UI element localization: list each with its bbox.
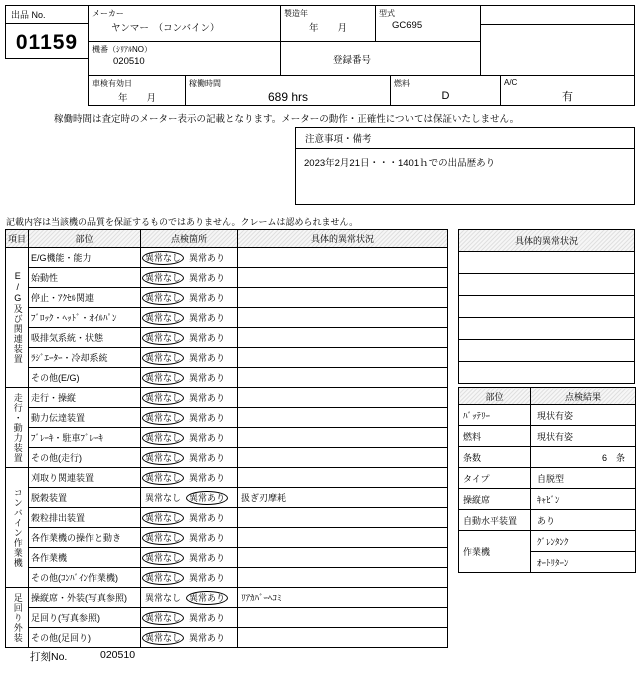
check-cell: [141, 628, 238, 648]
blank-cell-top: [480, 5, 635, 25]
detail-cell: [238, 268, 448, 288]
check-cell: [141, 288, 238, 308]
exhibit-no-value: 01159: [15, 31, 79, 54]
ng-option: 異常あり: [186, 491, 228, 505]
check-cell: [141, 408, 238, 428]
part-cell: 始動性: [29, 268, 141, 288]
ok-option: 異常なし: [142, 551, 184, 565]
inspection-table: [5, 229, 448, 648]
abnormal-row: [459, 362, 634, 383]
result-value: ｸﾞﾚﾝﾀﾝｸ: [531, 531, 636, 552]
stamp-no-value: 020510: [100, 649, 136, 661]
check-cell: [141, 608, 238, 628]
check-cell: [141, 468, 238, 488]
ok-option: 異常なし: [142, 271, 184, 285]
ng-option: 異常あり: [189, 572, 226, 583]
group-label: 足回り外装: [12, 592, 23, 643]
check-cell: [141, 488, 238, 508]
table-row: [6, 428, 448, 448]
part-cell: ﾌﾞﾚｰｷ・駐車ﾌﾞﾚｰｷ: [29, 428, 141, 448]
inspection-valid-value: 年 月: [117, 93, 156, 104]
result-row: [459, 468, 636, 489]
table-row: [6, 548, 448, 568]
serial-value: 020510: [113, 56, 145, 67]
part-cell: その他(足回り): [29, 628, 141, 648]
abnormal-row: [459, 252, 634, 274]
model-value: GC695: [392, 20, 423, 31]
fuel-cell: [390, 75, 501, 106]
ok-option: 異常なし: [142, 631, 184, 645]
ng-option: 異常あり: [189, 332, 226, 343]
part-cell: 脱穀装置: [29, 488, 141, 508]
check-cell: [141, 268, 238, 288]
detail-cell: [238, 628, 448, 648]
stamp-no-label: 打刻No.: [30, 651, 68, 663]
ng-option: 異常あり: [189, 272, 226, 283]
col-item-header: 項目: [6, 230, 29, 248]
check-cell: [141, 588, 238, 608]
part-cell: 走行・操縦: [29, 388, 141, 408]
abnormal-row: [459, 340, 634, 362]
group-cell-combine: [6, 468, 29, 588]
result-part: 燃料: [459, 426, 531, 447]
ok-option: 異常なし: [142, 251, 184, 265]
abnormal-detail-box: [458, 229, 635, 384]
maker-label: メーカー: [92, 9, 124, 18]
table-row: [6, 508, 448, 528]
ok-option: 異常なし: [142, 611, 184, 625]
ok-option: 異常なし: [142, 371, 184, 385]
part-cell: ﾗｼﾞｴｰﾀｰ・冷却系統: [29, 348, 141, 368]
detail-cell: [238, 428, 448, 448]
ng-option: 異常あり: [189, 312, 226, 323]
col-detail-header: 具体的異常状況: [238, 230, 448, 248]
meter-note: 稼働時間は査定時のメーター表示の記載となります。メーターの動作・正確性については保証いたしません。: [54, 114, 520, 125]
ok-option: 異常なし: [142, 451, 184, 465]
check-cell: [141, 388, 238, 408]
abnormal-row: [459, 296, 634, 318]
table-header-row: [6, 230, 448, 248]
part-cell: 動力伝達装置: [29, 408, 141, 428]
remarks-title: 注意事項・備考: [296, 128, 634, 149]
result-row: [459, 489, 636, 510]
col-part-header: 部位: [29, 230, 141, 248]
registration-label: 登録番号: [333, 54, 372, 66]
detail-cell: ﾘｱｶﾊﾞｰﾍｺﾐ: [238, 588, 448, 608]
check-cell: [141, 568, 238, 588]
abnormal-box-title: 具体的異常状況: [459, 230, 634, 252]
part-cell: 停止・ｱｸｾﾙ関連: [29, 288, 141, 308]
maker-cell: [88, 5, 281, 42]
detail-cell: 扱ぎ刃摩耗: [238, 488, 448, 508]
part-cell: その他(ｺﾝﾊﾞｲﾝ作業機): [29, 568, 141, 588]
fuel-value: D: [441, 90, 450, 102]
table-row: [6, 368, 448, 388]
result-col-part: 部位: [459, 388, 531, 405]
result-value: 現状有姿: [531, 405, 636, 426]
ok-option: 異常なし: [142, 571, 184, 585]
detail-cell: [238, 508, 448, 528]
ng-option: 異常あり: [186, 591, 228, 605]
ng-option: 異常あり: [189, 392, 226, 403]
table-row: [6, 608, 448, 628]
table-row: [6, 328, 448, 348]
ng-option: 異常あり: [189, 432, 226, 443]
result-value: ｵｰﾄﾘﾀｰﾝ: [531, 552, 636, 573]
table-row: [6, 308, 448, 328]
group-cell-drive: [6, 388, 29, 468]
ng-option: 異常あり: [189, 372, 226, 383]
ng-option: 異常あり: [189, 632, 226, 643]
detail-cell: [238, 528, 448, 548]
result-value: 現状有姿: [531, 426, 636, 447]
check-cell: [141, 368, 238, 388]
detail-cell: [238, 368, 448, 388]
ok-option: 異常なし: [142, 471, 184, 485]
result-part: ﾊﾞｯﾃﾘｰ: [459, 405, 531, 426]
group-label: コンバイン作業機: [12, 487, 23, 568]
group-label: 走行・動力装置: [12, 392, 23, 463]
serial-label: 機番（ｼﾘｱﾙNO）: [92, 45, 152, 54]
detail-cell: [238, 248, 448, 268]
ng-option: 異常あり: [189, 252, 226, 263]
inspection-valid-label: 車検有効日: [92, 79, 132, 88]
check-cell: [141, 328, 238, 348]
result-part: 条数: [459, 447, 531, 468]
ok-option: 異常なし: [145, 492, 182, 503]
exhibit-no-label: 出品 No.: [6, 6, 88, 24]
ok-option: 異常なし: [142, 511, 184, 525]
detail-cell: [238, 348, 448, 368]
check-cell: [141, 248, 238, 268]
detail-cell: [238, 468, 448, 488]
ng-option: 異常あり: [189, 292, 226, 303]
table-row: [6, 588, 448, 608]
table-row: [6, 528, 448, 548]
result-part: 操縦席: [459, 489, 531, 510]
inspection-valid-cell: [88, 75, 186, 106]
exhibit-no-box: [5, 5, 89, 59]
ac-label: A/C: [504, 78, 518, 87]
ok-option: 異常なし: [142, 391, 184, 405]
detail-cell: [238, 548, 448, 568]
registration-cell: [280, 41, 481, 76]
part-cell: E/G機能・能力: [29, 248, 141, 268]
abnormal-row: [459, 318, 634, 340]
detail-cell: [238, 448, 448, 468]
result-value: 6 条: [531, 447, 636, 468]
remarks-box: [295, 127, 635, 205]
header-form: [5, 5, 636, 106]
result-part: 自動水平装置: [459, 510, 531, 531]
part-cell: 各作業機: [29, 548, 141, 568]
table-row: [6, 408, 448, 428]
ng-option: 異常あり: [189, 512, 226, 523]
ok-option: 異常なし: [142, 331, 184, 345]
check-cell: [141, 308, 238, 328]
result-table: [458, 387, 636, 573]
ok-option: 異常なし: [142, 531, 184, 545]
group-cell-body: [6, 588, 29, 648]
result-header-row: [459, 388, 636, 405]
check-cell: [141, 348, 238, 368]
quality-note: 記載内容は当該機の品質を保証するものではありません。クレームは認められません。: [6, 217, 359, 227]
table-row: [6, 448, 448, 468]
part-cell: 穀粒排出装置: [29, 508, 141, 528]
fuel-label: 燃料: [394, 79, 410, 88]
maker-value: ヤンマー （コンバイン）: [111, 23, 220, 34]
ok-option: 異常なし: [145, 592, 182, 603]
result-part: 作業機: [459, 531, 531, 573]
ng-option: 異常あり: [189, 612, 226, 623]
part-cell: その他(走行): [29, 448, 141, 468]
table-row: [6, 488, 448, 508]
part-cell: 刈取り関連装置: [29, 468, 141, 488]
ng-option: 異常あり: [189, 472, 226, 483]
table-row: [6, 348, 448, 368]
result-col-result: 点検結果: [531, 388, 636, 405]
detail-cell: [238, 328, 448, 348]
table-row: [6, 568, 448, 588]
group-label: E/G及び関連装置: [12, 271, 23, 364]
result-value: 自脱型: [531, 468, 636, 489]
ng-option: 異常あり: [189, 552, 226, 563]
group-cell-eg: [6, 248, 29, 388]
hours-value: 689 hrs: [267, 90, 309, 104]
result-row: [459, 447, 636, 468]
part-cell: 足回り(写真参照): [29, 608, 141, 628]
result-row: [459, 510, 636, 531]
ac-cell: [500, 75, 635, 106]
hours-cell: [185, 75, 391, 106]
ng-option: 異常あり: [189, 532, 226, 543]
ok-option: 異常なし: [142, 291, 184, 305]
detail-cell: [238, 408, 448, 428]
mfg-year-cell: [280, 5, 376, 42]
check-cell: [141, 448, 238, 468]
ng-option: 異常あり: [189, 352, 226, 363]
detail-cell: [238, 388, 448, 408]
model-label: 型式: [379, 9, 395, 18]
result-value: ｷｬﾋﾞﾝ: [531, 489, 636, 510]
result-row: [459, 405, 636, 426]
col-check-header: 点検箇所: [141, 230, 238, 248]
ok-option: 異常なし: [142, 411, 184, 425]
result-part: タイプ: [459, 468, 531, 489]
detail-cell: [238, 568, 448, 588]
ac-value: 有: [562, 91, 573, 103]
table-row: [6, 268, 448, 288]
abnormal-row: [459, 274, 634, 296]
part-cell: 吸排気系統・状態: [29, 328, 141, 348]
part-cell: ﾌﾞﾛｯｸ・ﾍｯﾄﾞ・ｵｲﾙﾊﾟﾝ: [29, 308, 141, 328]
hours-label: 稼働時間: [189, 79, 221, 88]
model-cell: [375, 5, 481, 42]
ok-option: 異常なし: [142, 431, 184, 445]
ng-option: 異常あり: [189, 412, 226, 423]
part-cell: その他(E/G): [29, 368, 141, 388]
ok-option: 異常なし: [142, 351, 184, 365]
table-row: [6, 288, 448, 308]
result-row: [459, 531, 636, 552]
table-row: [6, 248, 448, 268]
part-cell: 操縦席・外装(写真参照): [29, 588, 141, 608]
blank-cell-bottom: [480, 24, 635, 76]
check-cell: [141, 508, 238, 528]
table-row: [6, 628, 448, 648]
detail-cell: [238, 288, 448, 308]
serial-cell: [88, 41, 281, 76]
check-cell: [141, 548, 238, 568]
detail-cell: [238, 608, 448, 628]
mfg-year-value: 年 月: [308, 23, 347, 34]
table-row: [6, 388, 448, 408]
check-cell: [141, 528, 238, 548]
table-row: [6, 468, 448, 488]
result-value: あり: [531, 510, 636, 531]
result-row: [459, 426, 636, 447]
ok-option: 異常なし: [142, 311, 184, 325]
mfg-year-label: 製造年: [284, 9, 308, 18]
check-cell: [141, 428, 238, 448]
ng-option: 異常あり: [189, 452, 226, 463]
detail-cell: [238, 308, 448, 328]
part-cell: 各作業機の操作と動き: [29, 528, 141, 548]
remarks-body: 2023年2月21日・・・1401ｈでの出品歴あり: [304, 158, 496, 169]
